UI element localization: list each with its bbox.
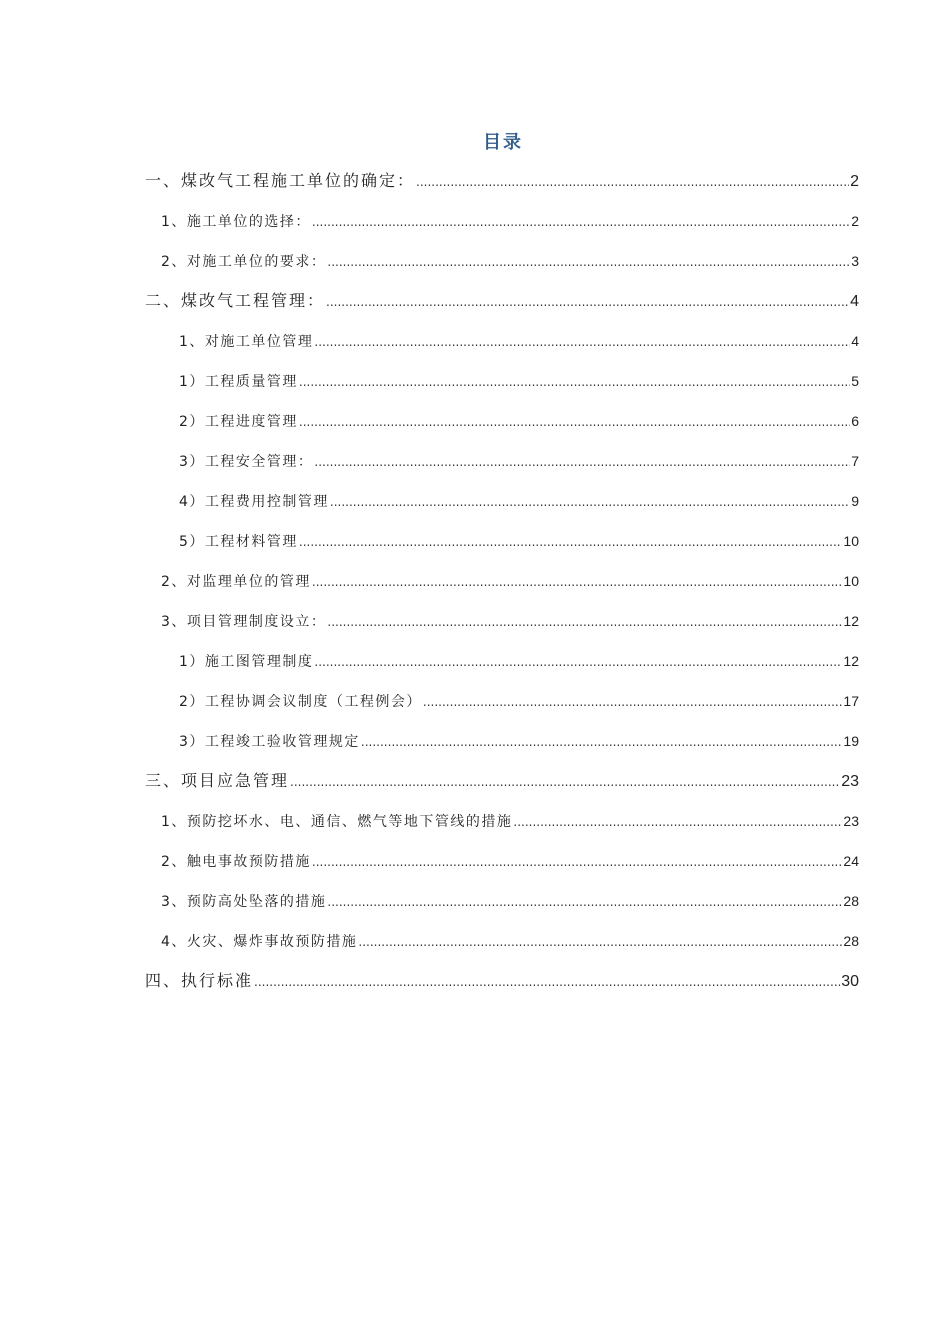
toc-page-number: 28 <box>843 933 859 949</box>
toc-entry-text: 三、项目应急管理 <box>145 771 290 790</box>
toc-entry-text: 四、执行标准 <box>145 971 254 990</box>
toc-entry-text: 2）工程协调会议制度（工程例会） <box>179 694 422 710</box>
toc-page-number: 2 <box>850 173 859 190</box>
toc-leader-dots <box>361 726 843 758</box>
toc-page-number: 19 <box>843 733 859 749</box>
toc-page-number: 10 <box>843 573 859 589</box>
toc-entry-text: 3）工程竣工验收管理规定 <box>179 734 360 750</box>
toc-page-number: 7 <box>851 453 859 469</box>
toc-entry-text: 1）施工图管理制度 <box>179 654 314 670</box>
toc-entry[interactable] <box>161 845 859 877</box>
toc-leader-dots <box>299 366 850 398</box>
toc-entry-text: 5）工程材料管理 <box>179 534 298 550</box>
toc-page-number: 12 <box>843 653 859 669</box>
toc-leader-dots <box>254 966 840 998</box>
toc-leader-dots <box>416 166 849 198</box>
toc-page-number: 30 <box>841 973 859 990</box>
toc-entry-text: 1）工程质量管理 <box>179 374 298 390</box>
toc-leader-dots <box>314 646 842 678</box>
toc-title: 目录 <box>483 132 523 153</box>
toc-leader-dots <box>314 446 850 478</box>
toc-leader-dots <box>299 526 843 558</box>
toc-entry-text: 4）工程费用控制管理 <box>179 494 329 510</box>
toc-entry[interactable] <box>179 405 859 437</box>
toc-entry[interactable] <box>179 685 859 717</box>
toc-leader-dots <box>327 886 842 918</box>
toc-leader-dots <box>314 326 850 358</box>
toc-page-number: 5 <box>851 373 859 389</box>
toc-entry-text: 2、对施工单位的要求： <box>161 254 327 270</box>
toc-entry[interactable] <box>179 325 859 357</box>
toc-leader-dots <box>513 806 842 838</box>
toc-entry-text: 3、预防高处坠落的措施 <box>161 894 327 910</box>
toc-page-number: 4 <box>850 293 859 310</box>
toc-entry[interactable] <box>161 205 859 237</box>
toc-leader-dots <box>290 766 840 798</box>
toc-leader-dots <box>330 486 850 518</box>
toc-entry-text: 3、项目管理制度设立： <box>161 614 327 630</box>
toc-entry-text: 一、煤改气工程施工单位的确定： <box>145 171 416 190</box>
toc-entry-text: 二、煤改气工程管理： <box>145 291 326 310</box>
toc-page-number: 17 <box>843 693 859 709</box>
toc-leader-dots <box>299 406 850 438</box>
toc-entry-text: 2、对监理单位的管理 <box>161 574 311 590</box>
toc-entry[interactable] <box>161 925 859 957</box>
toc-page-number: 4 <box>851 333 859 349</box>
toc-leader-dots <box>423 686 843 718</box>
toc-page-number: 24 <box>843 853 859 869</box>
toc-entry[interactable] <box>161 565 859 597</box>
toc-entry[interactable] <box>161 605 859 637</box>
toc-page-number: 12 <box>843 613 859 629</box>
toc-entry-text: 1、对施工单位管理 <box>179 334 314 350</box>
toc-leader-dots <box>312 566 843 598</box>
toc-entry[interactable] <box>145 965 859 997</box>
toc-leader-dots <box>327 246 850 278</box>
toc-entry-text: 2）工程进度管理 <box>179 414 298 430</box>
toc-entry-text: 4、火灾、爆炸事故预防措施 <box>161 934 358 950</box>
toc-page-number: 6 <box>851 413 859 429</box>
toc-entry[interactable] <box>179 485 859 517</box>
toc-leader-dots <box>358 926 842 958</box>
toc-entry[interactable] <box>179 645 859 677</box>
toc-page-number: 10 <box>843 533 859 549</box>
toc-leader-dots <box>327 606 842 638</box>
toc-page-number: 3 <box>851 253 859 269</box>
toc-entry[interactable] <box>179 445 859 477</box>
toc-entry[interactable] <box>179 725 859 757</box>
toc-entry-text: 2、触电事故预防措施 <box>161 854 311 870</box>
toc-entry-text: 3）工程安全管理： <box>179 454 314 470</box>
toc-entry[interactable] <box>161 885 859 917</box>
toc-entry[interactable] <box>145 765 859 797</box>
toc-leader-dots <box>312 206 850 238</box>
toc-page-number: 23 <box>843 813 859 829</box>
toc-entry-text: 1、施工单位的选择： <box>161 214 311 230</box>
toc-page-number: 28 <box>843 893 859 909</box>
toc-page-number: 23 <box>841 773 859 790</box>
toc-entry[interactable] <box>179 365 859 397</box>
toc-page-number: 9 <box>851 493 859 509</box>
toc-page-number: 2 <box>851 213 859 229</box>
toc-leader-dots <box>326 286 849 318</box>
toc-entry[interactable] <box>161 805 859 837</box>
toc-entry[interactable] <box>179 525 859 557</box>
toc-entry[interactable] <box>145 285 859 317</box>
toc-entry-text: 1、预防挖坏水、电、通信、燃气等地下管线的措施 <box>161 814 513 830</box>
toc-entry[interactable] <box>161 245 859 277</box>
toc-entry[interactable] <box>145 165 859 197</box>
toc-leader-dots <box>312 846 843 878</box>
